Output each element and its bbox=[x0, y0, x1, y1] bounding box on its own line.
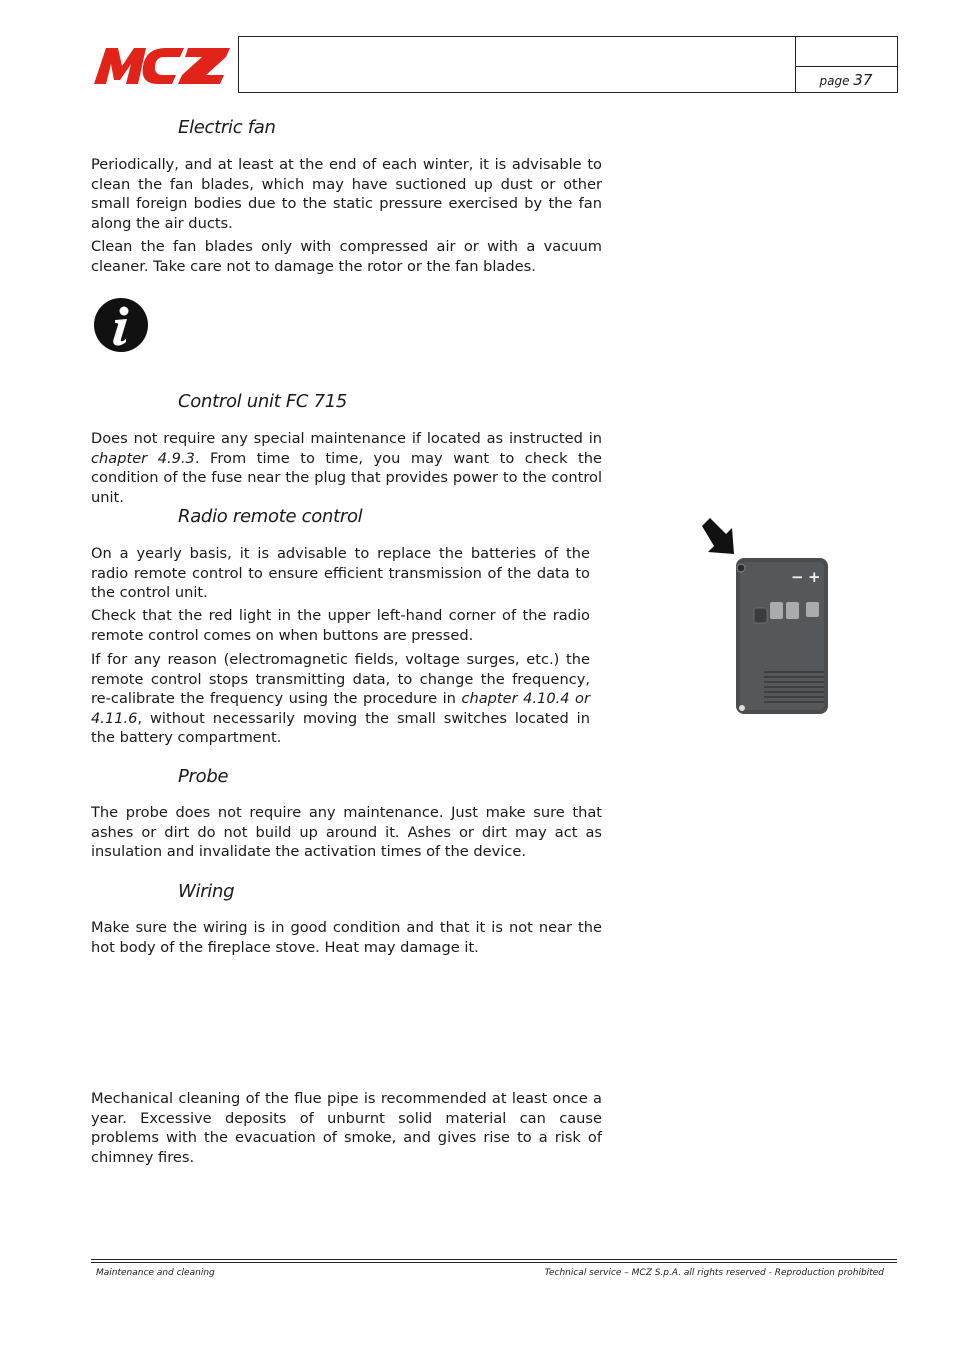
chapter-reference: chapter 4.9.3 bbox=[91, 449, 195, 467]
minus-label: − bbox=[791, 568, 804, 586]
remote-control-image bbox=[700, 516, 832, 718]
heading-probe: Probe bbox=[178, 766, 229, 787]
page-number bbox=[799, 71, 893, 89]
arrow-icon bbox=[702, 518, 734, 554]
paragraph-wiring: Make sure the wiring is in good condition and that it is not near the hot body of the fireplace stove. Heat may damage it. bbox=[91, 919, 602, 956]
heading-wiring: Wiring bbox=[178, 881, 235, 902]
paragraph-probe: The probe does not require any maintenance. Just make sure that ashes or dirt do not build up around it. Ashes or dirt may act as insulation and invalidate the activation times of the device. bbox=[91, 804, 602, 860]
text-segment: . From time to time, you may want to check the condition of the fuse near the plug that provides power to the control unit. bbox=[91, 449, 602, 506]
heading-control-unit: Control unit FC 715 bbox=[178, 391, 348, 412]
mcz-logo bbox=[92, 44, 232, 86]
page-number-value: 37 bbox=[853, 71, 873, 89]
header-box bbox=[238, 36, 898, 93]
chapter-reference: chapter 4.10.4 or 4.11.6 bbox=[91, 690, 590, 727]
text-segment: Does not require any special maintenance if located as instructed in bbox=[91, 430, 602, 447]
footer-section-name: Maintenance and cleaning bbox=[96, 1268, 215, 1278]
heading-electric-fan: Electric fan bbox=[178, 117, 276, 138]
header-divider bbox=[795, 66, 897, 67]
text-segment: , without necessarily moving the small switches located in the battery compartment. bbox=[91, 709, 590, 746]
footer-copyright: Technical service – MCZ S.p.A. all rights reserved - Reproduction prohibited bbox=[544, 1268, 884, 1278]
text-segment: If for any reason (electromagnetic fields, voltage surges, etc.) the remote control stops transmitting data, to change the frequency, re-calibrate the frequency using the procedure in bbox=[91, 651, 590, 707]
paragraph-radio-remote-1: On a yearly basis, it is advisable to replace the batteries of the radio remote control to ensure efficient transmission of the data to the control unit. bbox=[91, 545, 590, 601]
paragraph-control-unit bbox=[91, 429, 602, 507]
header-divider bbox=[795, 37, 796, 92]
heading-radio-remote: Radio remote control bbox=[178, 506, 363, 527]
footer-divider bbox=[91, 1259, 897, 1260]
plus-label: + bbox=[808, 568, 821, 586]
info-icon bbox=[93, 297, 149, 353]
paragraph-radio-remote-2: Check that the red light in the upper left-hand corner of the radio remote control comes on when buttons are pressed. bbox=[91, 607, 590, 644]
paragraph-electric-fan-1: Periodically, and at least at the end of each winter, it is advisable to clean the fan blades, which may have suctioned up dust or other small foreign bodies due to the static pressure exercised by the fan along the air ducts. bbox=[91, 156, 602, 232]
footer-divider bbox=[91, 1262, 897, 1263]
page-label: page bbox=[819, 74, 850, 88]
paragraph-radio-remote-3 bbox=[91, 650, 590, 748]
paragraph-electric-fan-2: Clean the fan blades only with compressed air or with a vacuum cleaner. Take care not to damage the rotor or the fan blades. bbox=[91, 238, 602, 275]
paragraph-flue: Mechanical cleaning of the flue pipe is recommended at least once a year. Excessive deposits of unburnt solid material can cause problems with the evacuation of smoke, and gives rise to a risk of chimney fires. bbox=[91, 1090, 602, 1166]
